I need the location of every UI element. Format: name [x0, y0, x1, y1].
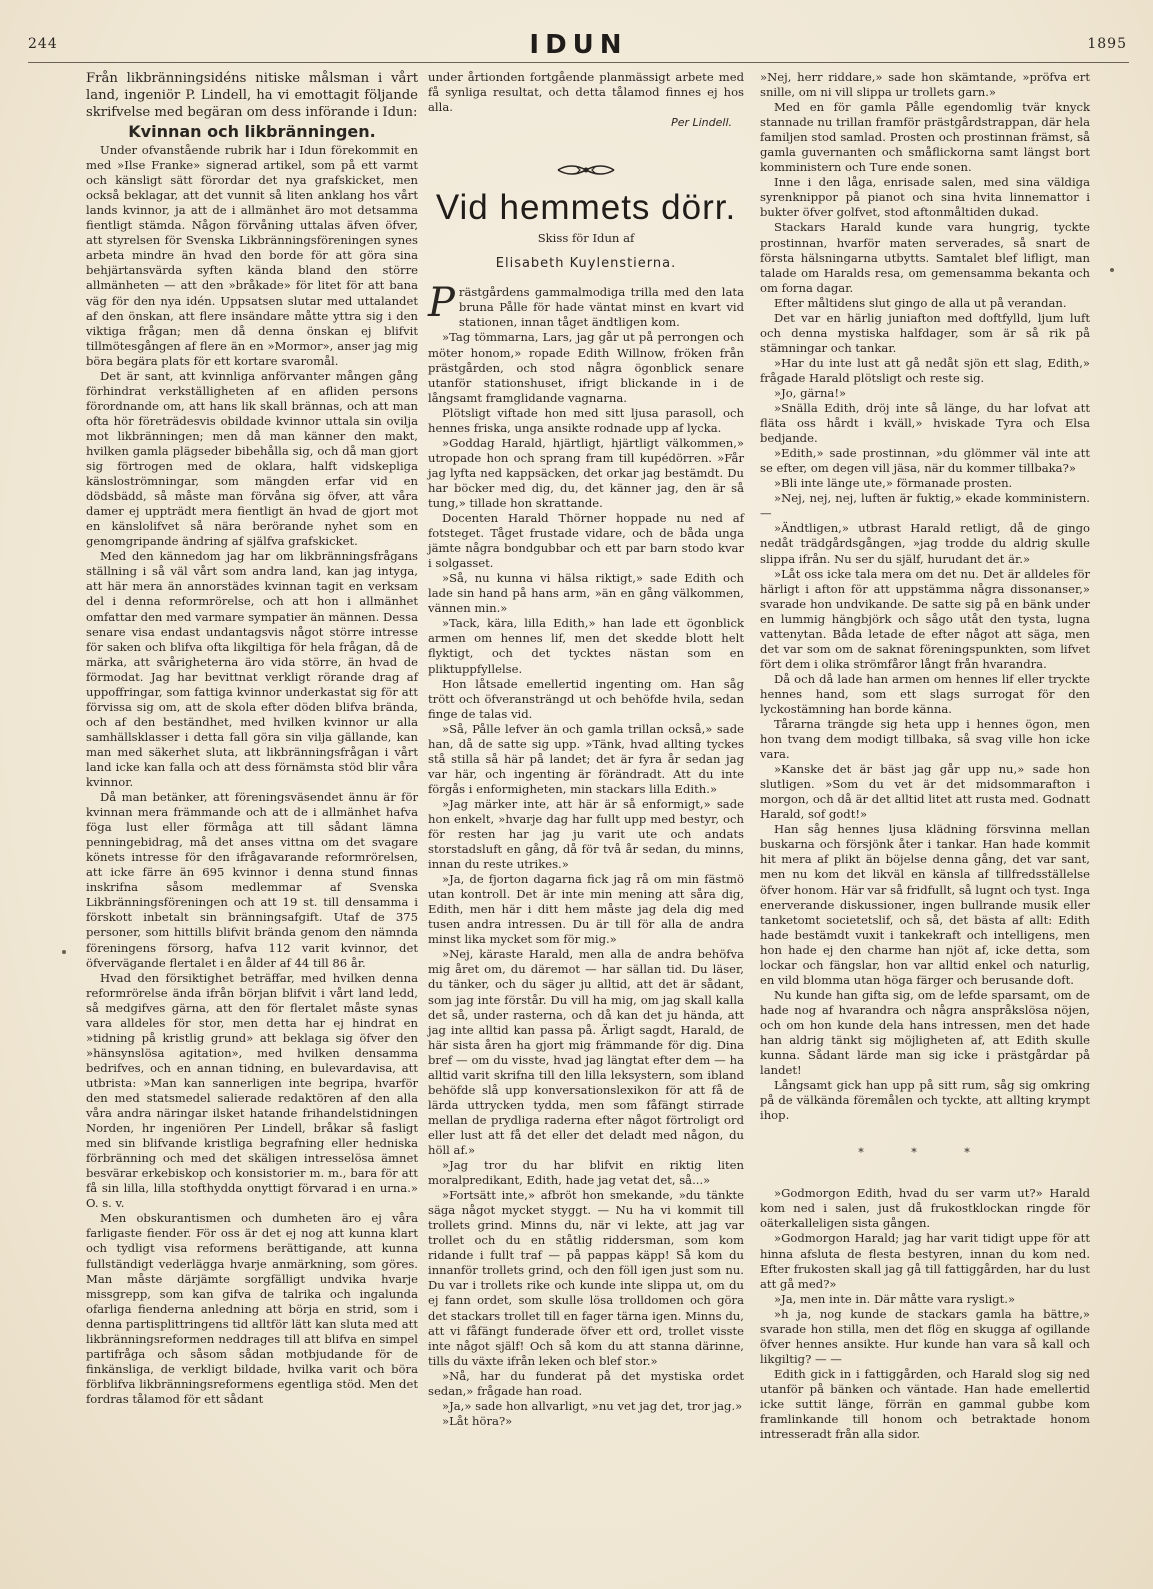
story-author: Elisabeth Kuylenstierna.: [495, 256, 677, 272]
story-paragraph: »Ändtligen,» utbrast Harald retligt, då de gingo nedåt trädgårdsgången, »jag trodde du aldrig skulle slippa ifrån. Nu ser du själf, hurudant det är.»: [760, 521, 1090, 566]
story-paragraph: Docenten Harald Thörner hoppade nu ned af fotsteget. Tåget frustade vidare, och de båda unga jämte några bondgubbar och ett par barn stodo kvar i solgasset.: [428, 511, 744, 571]
article-paragraph: Det är sant, att kvinnliga anförvanter mången gång förhindrat verkställigheten af en afliden persons förordnande om, att hans lik skall brännas, och att man ofta hör företrädesvis obildade kvinnor uttala sin ovilja mot likbränningen; men då man känner den makt, hvilken gamla plägseder bibehålla sig, och då man gjort sig förtrogen med de oklara, halft vidskepliga känsloströmningar, som mängden erfar vid en dödsbädd, så måste man förvåna sig öfver, att våra damer ej uppträdt mera fientligt än hvad de gjort mot en känslolifvet så nära berörande nyhet som en genomgripande ändring af själfva grafskicket.: [86, 368, 418, 549]
column-1: [86, 70, 418, 1407]
section-break-asterisks: * * *: [858, 1146, 992, 1160]
story-paragraph: Hon låtsade emellertid ingenting om. Han såg trött och öfveransträngd ut och behöfde hvila, sedan finge de talas vid.: [428, 676, 744, 721]
article-paragraph: Med den kännedom jag har om likbränningsfrågans ställning i så väl vårt som andra land, kan jag intyga, att här mera än annorstädes kvinnan tagit en verksam del i denna reformrörelse, och att hon i allmänhet omfattar den med varmare sympatier än männen. Dessa senare visa endast undantagsvis något större intresse för saken och blifva ofta likgiltiga för hela frågan, då de märka, att svårigheterna äro vida större, än hvad de förmodat. Jag har bevittnat verkligt rörande drag af uppoffringar, som fattiga kvinnor underkastat sig för att förvissa sig om, att de skola efter döden blifva brända, och af den beständhet, med hvilken kvinnor ur alla samhällsklasser i detta fall göra sin vilja gällande, kan man med säkerhet sluta, att likbränningsfrågan i vårt land icke kan falla och att dess förnämsta stöd blir våra kvinnor.: [86, 549, 418, 790]
story-paragraph: »Nej, käraste Harald, men alla de andra behöfva mig året om, du däremot — har sällan tid. Du läser, du tänker, och du säger ju alltid, att det är sådant, som jag inte förstår. Du vill ha mig, om jag skall kalla det så, under rasterna, och då kan det ju hända, att jag inte alltid kan passa på. Ärligt sagdt, Harald, de här sista åren ha gjort mig främmande för dig. Dina bref — om du visste, hvad jag längtat efter dem — ha alltid varit skrifna till den lilla leksystern, som ibland behöfde slå upp konversationslexikon för att få de lärda uttrycken tydda, men som fåfängt stirrade mellan de prydliga raderna efter något förtroligt ord eller lust att få det eller det deladt med någon, du höll af.»: [428, 947, 744, 1157]
article-continuation: under årtionden fortgående planmässigt arbete med få synliga resultat, och detta tålamod finnes ej hos alla.: [428, 70, 744, 115]
story-title: Vid hemmets dörr.: [435, 188, 737, 228]
article-paragraph: Men obskurantismen och dumheten äro ej våra farligaste fiender. För oss är det ej nog att kunna klart och tydligt visa reformens berättigande, att kunna fullständigt vederlägga hvarje anmärkning, som göres. Man måste därjämte sorgfälligt undvika hvarje missgrepp, som kan gifva de talrika och ingalunda ofarliga fienderna anledning att börja en strid, som i denna partisplittringens tid alltför lätt kan sluta med att likbränningsreformen neddrages till att blifva en simpel partifråga och såsom sådan motbjudande för de finkänsliga, de verkligt bildade, hvilka varit och böra förblifva likbränningsreformens egentliga stöd. Men det fordras tålamod för ett sådant: [86, 1211, 418, 1406]
story-paragraph: »Tag tömmarna, Lars, jag går ut på perrongen och möter honom,» ropade Edith Willnow, fröken från prästgården, och stod några ögonblick senare utanför stationshuset, ifrigt blickande in i de långsamt framglidande vagnarna.: [428, 330, 744, 405]
page-number: 244: [28, 36, 58, 52]
story-paragraph: Tårarna trängde sig heta upp i hennes ögon, men hon tvang dem modigt tillbaka, så svag ville hon icke vara.: [760, 717, 1090, 762]
article-paragraph: Då man betänker, att föreningsväsendet ännu är för kvinnan mera främmande och att de i allmänhet hafva föga lust eller förmåga att till sådant lämna penningebidrag, må det anses vittna om det svagare könets intresse för den ifrågavarande reformrörelsen, att icke färre än 695 kvinnor i denna stund finnas inskrifna såsom medlemmar af Svenska Likbränningsföreningen och att 19 st. till densamma i förskott inbetalt sin bränningsafgift. Utaf de 375 personer, som hittills blifvit brända genom den nämnda föreningens försorg, hafva 112 varit kvinnor, det öfvervägande flertalet i en ålder af 44 till 86 år.: [86, 790, 418, 970]
story-paragraph: »Låt oss icke tala mera om det nu. Det är alldeles för härligt i afton för att uppstämma några dissonanser,» svarade hon undvikande. De satte sig på en bänk under en lummig hängbjörk och sågo utåt den tysta, lugna vattenytan. Båda letade de efter något att säga, men det var som om de saknat föreningspunkten, som lifvet fört dem i olika strömfåror långt från hvarandra.: [760, 566, 1090, 671]
story-paragraph: Han såg hennes ljusa klädning försvinna mellan buskarna och försjönk åter i tankar. Han hade kommit hit mera af plikt än böjelse denna gång, det var sant, men nu kom det likväl en känsla af tillfredsställelse öfver honom. Här var så fridfullt, så lugnt och tyst. Inga enerverande diskussioner, ingen bullrande musik eller tanketomt societetslif, och så, det bästa af allt: Edith hade bestämdt vuxit i tankekraft och intelligens, men hon hade ej den charme han njöt af, icke detta, som lockar och fängslar, hon var alltid enkel och naturlig, en vild blomma utan höga färger och berusande doft.: [760, 822, 1090, 987]
story-paragraph: Nu kunde han gifta sig, om de lefde sparsamt, om de hade nog af hvarandra och några anspråkslösa nöjen, och om hon kunde dela hans intressen, men det hade han aldrig tänkt sig möjligheten af, att Edith skulle kunna. Sådant lärde man sig icke i prästgårdar på landet!: [760, 987, 1090, 1078]
story-paragraph: »Bli inte länge ute,» förmanade prosten.: [774, 476, 1013, 491]
story-paragraph: »Godmorgon Edith, hvad du ser varm ut?» Harald kom ned i salen, just då frukostklockan ringde för oäterkalleligen sista gången.: [760, 1186, 1090, 1231]
story-paragraph: »Ja,» sade hon allvarligt, »nu vet jag det, tror jag.»: [442, 1398, 743, 1413]
story-paragraph: Stackars Harald kunde vara hungrig, tyckte prostinnan, hvarför maten serverades, så snart de första hälsningarna utbytts. Samtalet blef lifligt, man talade om Haralds resa, om gemensamma bekanta och om forna dagar.: [760, 220, 1090, 295]
story-paragraph: »Snälla Edith, dröj inte så länge, du har lofvat att fläta oss hårdt i kväll,» hviskade Tyra och Elsa bedjande.: [760, 401, 1090, 446]
story-paragraph: »Goddag Harald, hjärtligt, hjärtligt välkommen,» utropade hon och sprang fram till kupédörren. »Får jag lyfta ned kappsäcken, det orkar jag bestämdt. Du har böcker med dig, du, det känner jag, den är så tung,» tillade hon skrattande.: [428, 435, 744, 510]
story-paragraph: »Ja, de fjorton dagarna fick jag rå om min fästmö utan kontroll. Det är inte min mening att såra dig, Edith, men här i ditt hem måste jag dela dig med tusen andra intressen. Du är till för alla de andra minst lika mycket som för mig.»: [428, 872, 744, 947]
story-paragraph: »Jag märker inte, att här är så enformigt,» sade hon enkelt, »hvarje dag har fullt upp med bestyr, och för resten har jag ju varit ute och andats storstadsluft en gång, då för två år sedan, du minns, innan du reste utrikes.»: [428, 796, 744, 872]
story-paragraph: »Tack, kära, lilla Edith,» han lade ett ögonblick armen om hennes lif, men det skedde blott helt flyktigt, och det tycktes nästan som en pliktuppfyllelse.: [428, 616, 744, 676]
article-heading: Kvinnan och likbränningen.: [128, 122, 376, 141]
article-intro: Från likbränningsidéns nitiske målsman i vårt land, ingeniör P. Lindell, ha vi emottagit följande skrifvelse med begäran om dess införande i Idun:: [86, 71, 418, 120]
article-paragraph: Hvad den försiktighet beträffar, med hvilken denna reformrörelse ända ifrån början blifvit i vårt land ledd, så medgifves gärna, att den för flertalet måste synas vara alldeles för stor, men detta har ej hindrat en »tidning på kristlig grund» att beklaga sig öfver den »hänsynslösa agitation», med hvilken densamma bedrifves, och en annan tidning, en bulevardavisa, att utbrista: »Man kan sannerligen inte begripa, hvarför den med statsmedel salierade redaktören af den alla våra andra näringar ilsket hatande frihandelstidningen Norden, hr ingeniören Per Lindell, bråkar så fasligt med sin blifvande kristliga begrafning eller hedniska förbränning och med det skäligen intresselösa ämnet besvärar erkebiskop och konsistorier m. m., bara för att få sin lilla, lilla stofthydda onyttigt förvarad i en urna.» O. s. v.: [86, 970, 418, 1211]
story-paragraph: »Har du inte lust att gå nedåt sjön ett slag, Edith,» frågade Harald plötsligt och reste sig.: [760, 355, 1090, 385]
story-paragraph: »Så, nu kunna vi hälsa riktigt,» sade Edith och lade sin hand på hans arm, »än en gång välkommen, vännen min.»: [428, 571, 744, 616]
story-paragraph: »Jag tror du har blifvit en riktig liten moralpredikant, Edith, hade jag vetat det, så...»: [428, 1158, 744, 1188]
story-paragraph: Långsamt gick han upp på sitt rum, såg sig omkring på de välkända föremålen och tyckte, att allting krympt ihop.: [760, 1078, 1090, 1123]
story-paragraph: Efter måltidens slut gingo de alla ut på verandan.: [774, 295, 1067, 310]
article-paragraph: Under ofvanstående rubrik har i Idun förekommit en med »Ilse Franke» signerad artikel, som på ett varmt och känsligt sätt förordar det nya grafskicket, men också beklagar, att det vunnit så liten anklang hos vårt lands kvinnor, ja att de i allmänhet äro mot detsamma fientligt stämda. Någon förvåning uttalas äfven öfver, att styrelsen för Svenska Likbränningsföreningen synes arbeta mindre än hvad den borde för att göra sina behjärtansvärda syften kända bland den större allmänheten — att den »bråkade» för litet för att bana väg för den nya idén. Uppsatsen slutar med uttalandet af den önskan, att flere insändare måtte yttra sig i den viktiga frågan; men då denna önskan ej blifvit tillmötesgången af flere än en »Mormor», anser jag mig böra begära plats för ett kortare svaromål.: [86, 143, 418, 368]
page-header: [28, 30, 1129, 63]
story-paragraph: »Så, Pålle lefver än och gamla trillan också,» sade han, då de satte sig upp. »Tänk, hvad allting tyckes stå stilla så här på landet; det är fyra år sedan jag var här, och ingenting är förändradt. Att du inte förgås i enformigheten, min stackars lilla Edith.»: [428, 721, 744, 796]
story-paragraph: Det var en härlig juniafton med doftfylld, ljum luft och denna mystiska halfdager, som är så rik på stämningar och tankar.: [760, 310, 1090, 355]
story-paragraph: »Nej, nej, nej, luften är fuktig,» ekade komministern. —: [760, 491, 1090, 521]
story-first-paragraph: Prästgårdens gammalmodiga trilla med den lata bruna Pålle för hade väntat minst en kvart vid stationen, innan tåget ändtligen kom.: [428, 280, 744, 330]
story-paragraph: »Edith,» sade prostinnan, »du glömmer väl inte att se efter, om degen vill jäsa, när du kommer tillbaka?»: [760, 446, 1090, 476]
story-paragraph: Plötsligt viftade hon med sitt ljusa parasoll, och hennes friska, unga ansikte rodnade upp af lycka.: [428, 405, 744, 435]
print-speck-icon: [62, 950, 66, 954]
story-paragraph: Edith gick in i fattiggården, och Harald slog sig ned utanför på bänken och väntade. Han hade emellertid icke suttit länge, förrän en gammal gubbe kom framlinkande till honom och betraktade honom intresseradt från alla sidor.: [760, 1366, 1090, 1442]
print-speck-icon: [1110, 268, 1114, 272]
story-subtitle: Skiss för Idun af: [537, 231, 635, 246]
story-paragraph: »Nå, har du funderat på det mystiska ordet sedan,» frågade han road.: [428, 1368, 744, 1398]
story-paragraph: »Jo, gärna!»: [774, 385, 847, 400]
publication-year: 1895: [1087, 36, 1127, 52]
story-paragraph: »Nej, herr riddare,» sade hon skämtande, »pröfva ert snille, om ni vill slippa ur trollets garn.»: [760, 70, 1090, 100]
story-paragraph: »h ja, nog kunde de stackars gamla ha bättre,» svarade hon stilla, men det flög en skugga af ogillande öfver hennes ansikte. Hur kunde han vara så kall och likgiltig? — —: [760, 1306, 1090, 1366]
column-2: [428, 70, 744, 1429]
story-paragraph: Då och då lade han armen om hennes lif eller tryckte hennes hand, som ett slags surrogat för den lyckostämning han borde känna.: [760, 671, 1090, 716]
ornament-divider-icon: [556, 160, 616, 180]
column-3: [760, 70, 1090, 1442]
story-paragraph: »Låt höra?»: [442, 1413, 513, 1428]
story-paragraph: Med en för gamla Pålle egendomlig tvär knyck stannade nu trillan framför prästgårdstrappan, där hela familjen stod samlad. Prosten och prostinnan främst, så gamla guvernanten och småflickorna samt längst bort komministern och Ture ende sonen.: [760, 100, 1090, 175]
story-paragraph: »Ja, men inte in. Där måtte vara rysligt.»: [774, 1291, 1016, 1306]
story-paragraph: »Fortsätt inte,» afbröt hon smekande, »du tänkte säga något mycket styggt. — Nu ha vi kommit till trollets grind. Minns du, när vi lekte, att jag var trollet och du en ståtlig riddersman, som kom ridande i fullt traf — på pappas käpp! Så kom du innanför trollets grind, och den föll igen just som nu. Du var i trollets rike och kunde inte slippa ut, om du ej fann ordet, som skulle lösa trolldomen och göra det stackars trollet till en fager tärna igen. Minns du, att vi fåfängt funderade öfver ett ord, trollet visste inte något själf! Och så kom du att stanna därinne, tills du växte ifrån leken och blef stor.»: [428, 1188, 744, 1368]
story-paragraph: »Kanske det är bäst jag går upp nu,» sade hon slutligen. »Som du vet är det midsommarafton i morgon, och då är det alltid litet att rusta med. Godnatt Harald, sof godt!»: [760, 762, 1090, 822]
story-paragraph: Inne i den låga, enrisade salen, med sina väldiga syrenknippor på pianot och sina hvita linnemattor i bukter öfver golfvet, stod aftonmåltiden dukad.: [760, 175, 1090, 220]
drop-cap: P: [428, 280, 455, 327]
masthead-title: IDUN: [529, 30, 628, 60]
article-signature: Per Lindell.: [671, 116, 732, 130]
story-paragraph: »Godmorgon Harald; jag har varit tidigt uppe för att hinna afsluta de flesta bestyren, innan du kom ned. Efter frukosten skall jag gå till fattiggården, har du lust att gå med?»: [760, 1231, 1090, 1291]
